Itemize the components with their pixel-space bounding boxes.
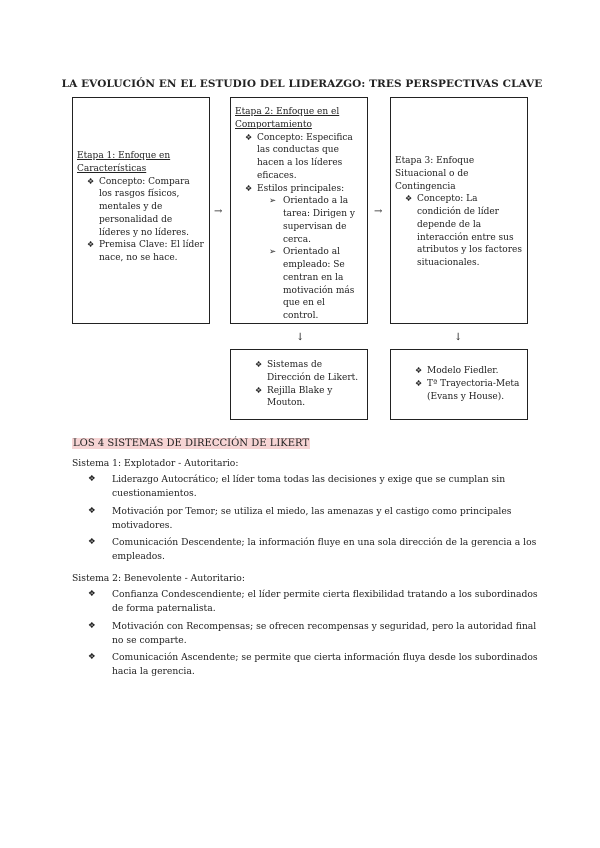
styles-list: [257, 195, 363, 323]
stage1-box: [72, 97, 210, 324]
list-item: ❖ Premisa Clave: El líder nace, no se hace.: [87, 239, 205, 265]
list-item: ❖ Comunicación Ascendente; se permite que cierta información fluya desde los subordinados hacia la gerencia.: [88, 651, 538, 680]
list-item: [245, 183, 363, 323]
stage2-box: [230, 97, 368, 324]
list-item: ❖ Liderazgo Autocrático; el líder toma todas las decisiones y exige que se cumplan sin cuestionamientos.: [88, 473, 538, 502]
right-arrow-2: →: [374, 206, 383, 217]
list-item: ❖ Concepto: Especifica las conductas que hacen a los líderes eficaces.: [245, 132, 363, 183]
list-item: ❖ Confianza Condescendiente; el líder permite cierta flexibilidad tratando a los subordinados de forma paternalista.: [88, 588, 538, 617]
down-arrow-1: ↓: [296, 332, 305, 343]
list-item: ❖ Modelo Fiedler.: [415, 365, 523, 378]
stage3-heading: Etapa 3: Enfoque Situacional o de Contingencia: [395, 156, 475, 192]
styles-label: Estilos principales:: [257, 183, 345, 194]
stage1-heading: Etapa 1: Enfoque en Características: [77, 151, 171, 174]
page-title: LA EVOLUCIÓN EN EL ESTUDIO DEL LIDERAZGO: TRES PERSPECTIVAS CLAVE: [61, 78, 543, 90]
stage2-examples-box: [230, 349, 368, 420]
system2-list: [88, 588, 538, 683]
list-item: ❖ Motivación por Temor; se utiliza el miedo, las amenazas y el castigo como principales motivadores.: [88, 505, 538, 534]
stage1-list: [77, 176, 205, 265]
system1-list: [88, 473, 538, 568]
list-item: ➢ Orientado al empleado: Se centran en la motivación más que en el control.: [269, 246, 363, 323]
stage3-examples-box: [390, 349, 528, 420]
stage2-heading: Etapa 2: Enfoque en el Comportamiento: [235, 107, 340, 130]
stage3-list: [395, 193, 523, 270]
stage3-examples-list: [405, 365, 523, 403]
stage2-list: [235, 132, 363, 323]
list-item: ➢ Orientado a la tarea: Dirigen y supervisan de cerca.: [269, 195, 363, 246]
list-item: ❖ Motivación con Recompensas; se ofrecen recompensas y seguridad, pero la autoridad final no se comparte.: [88, 620, 538, 649]
list-item: ❖ Tª Trayectoria-Meta (Evans y House).: [415, 378, 523, 404]
right-arrow-1: →: [214, 206, 223, 217]
list-item: ❖ Concepto: Compara los rasgos físicos, mentales y de personalidad de líderes y no líderes.: [87, 176, 205, 240]
list-item: ❖ Rejilla Blake y Mouton.: [255, 385, 363, 411]
system2-heading: Sistema 2: Benevolente - Autoritario:: [72, 573, 245, 584]
stage3-box: [390, 97, 528, 324]
system1-heading: Sistema 1: Explotador - Autoritario:: [72, 458, 239, 469]
likert-section-title: LOS 4 SISTEMAS DE DIRECCIÓN DE LIKERT: [73, 438, 310, 449]
list-item: ❖ Concepto: La condición de líder depende de la interacción entre sus atributos y los factores situacionales.: [405, 193, 523, 270]
list-item: ❖ Sistemas de Dirección de Likert.: [255, 359, 363, 385]
list-item: ❖ Comunicación Descendente; la información fluye en una sola dirección de la gerencia a los empleados.: [88, 536, 538, 565]
stage2-examples-list: [245, 359, 363, 410]
down-arrow-2: ↓: [454, 332, 463, 343]
